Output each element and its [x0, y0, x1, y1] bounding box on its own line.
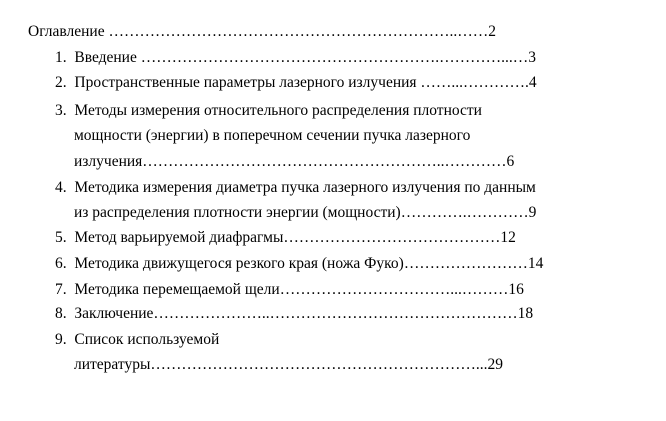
toc-item-1: 1. Введение ………………………………………………….…………...…3	[55, 49, 536, 66]
toc-item-2: 2. Пространственные параметры лазерного излучения ……...………….4	[55, 74, 537, 91]
toc-item-9-line-2: литературы………………………………………………………...29	[74, 356, 504, 373]
toc-item-9-line-1: 9. Список используемой	[55, 331, 220, 348]
toc-item-5: 5. Метод варьируемой диафрагмы……………………………………12	[55, 229, 516, 246]
toc-item-3-line-1: 3. Методы измерения относительного распределения плотности	[55, 102, 482, 119]
toc-item-8: 8. Заключение…………………..…………………………………………18	[55, 305, 534, 322]
toc-item-3-line-2: мощности (энергии) в поперечном сечении пучка лазерного	[74, 127, 471, 144]
toc-item-4-line-2: из распределения плотности энергии (мощности)………….…………9	[74, 204, 537, 221]
toc-heading-line: Оглавление …………………………………………………………..……2	[28, 23, 496, 40]
toc-item-4-line-1: 4. Методика измерения диаметра пучка лазерного излучения по данным	[55, 179, 536, 196]
toc-item-7: 7. Методика перемещаемой щели……………………………...………16	[55, 281, 524, 298]
toc-item-3-line-3: излучения…………………………………………………..…………6	[74, 153, 515, 170]
toc-item-6: 6. Методика движущегося резкого края (ножа Фуко)……………………14	[55, 255, 544, 272]
